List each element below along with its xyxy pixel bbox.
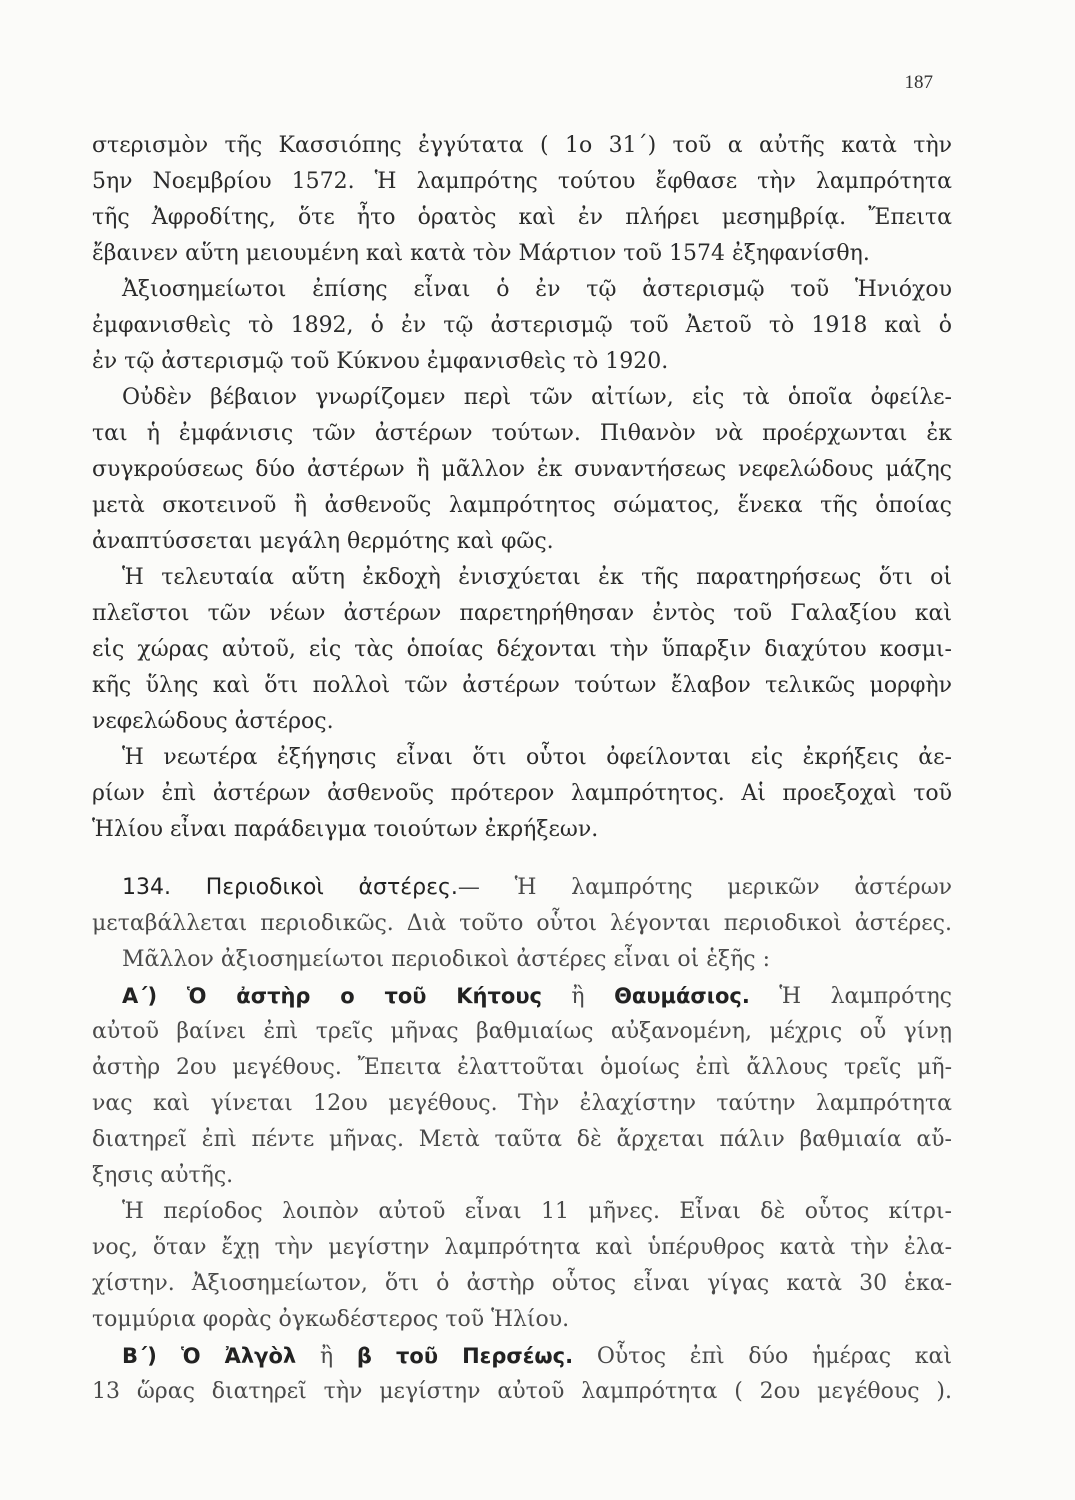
text-line: νος, ὅταν ἔχῃ τὴν μεγίστην λαμπρότητα καὶ ὑπέρυθρος κατὰ τὴν ἐλα- [92,1235,952,1260]
item-a [92,978,952,1338]
text-line: Μᾶλλον ἀξιοσημείωτοι περιοδικοὶ ἀστέρες εἶναι οἱ ἑξῆς : [122,947,771,972]
page-body [92,128,952,1410]
text-line: νας καὶ γίνεται 12ου μεγέθους. Τὴν ἐλαχίστην ταύτην λαμπρότητα [92,1091,952,1116]
text-line: ξησις αὐτῆς. [92,1163,234,1188]
item-heading-line [92,1338,952,1374]
page-number: 187 [904,72,933,93]
item-b [92,1338,952,1410]
paragraph-3 [92,380,952,560]
text-line: Ἡ νεωτέρα ἐξήγησις εἶναι ὅτι οὗτοι ὀφείλονται εἰς ἐκρήξεις ἀε- [122,745,952,770]
item-connector: ἢ [541,984,615,1009]
section-134 [92,870,952,978]
text-line: μετὰ σκοτεινοῦ ἢ ἀσθενοῦς λαμπρότητος σώματος, ἕνεκα τῆς ὁποίας [92,493,952,518]
text-line: στερισμὸν τῆς Κασσιόπης ἐγγύτατα ( 1ο 31΄) τοῦ α αὐτῆς κατὰ τὴν [92,133,952,158]
text-line: διατηρεῖ ἐπὶ πέντε μῆνας. Μετὰ ταῦτα δὲ ἄρχεται πάλιν βαθμιαία αὔ- [92,1127,952,1152]
text-line: ἀστὴρ 2ου μεγέθους. Ἔπειτα ἐλαττοῦται ὁμοίως ἐπὶ ἄλλους τρεῖς μῆ- [92,1055,952,1080]
section-title: Περιοδικοὶ ἀστέρες. [205,875,458,900]
text-line: ἔβαινεν αὕτη μειουμένη καὶ κατὰ τὸν Μάρτιον τοῦ 1574 ἐξηφανίσθη. [92,241,870,266]
item-label: Α΄) Ὁ ἀστὴρ ο τοῦ Κήτους [122,984,542,1008]
text-line: συγκρούσεως δύο ἀστέρων ἢ μᾶλλον ἐκ συναντήσεως νεφελώδους μάζης [92,457,952,482]
section-gap [92,848,952,870]
text-line: ἐμφανισθεὶς τὸ 1892, ὁ ἐν τῷ ἀστερισμῷ τοῦ Ἀετοῦ τὸ 1918 καὶ ὁ [92,313,952,338]
item-intro: Ἡ λαμπρότης [749,984,952,1009]
text-line: 13 ὥρας διατηρεῖ τὴν μεγίστην αὐτοῦ λαμπρότητα ( 2ου μεγέθους ). [92,1379,952,1404]
text-line: εἰς χώρας αὐτοῦ, εἰς τὰς ὁποίας δέχονται τὴν ὕπαρξιν διαχύτου κοσμι- [92,637,952,662]
paragraph-2 [92,272,952,380]
paragraph-5 [92,740,952,848]
text-line: ρίων ἐπὶ ἀστέρων ἀσθενοῦς πρότερον λαμπρότητος. Αἱ προεξοχαὶ τοῦ [92,781,952,806]
paragraph-1 [92,128,952,272]
item-intro: Οὗτος ἐπὶ δύο ἡμέρας καὶ [573,1344,952,1369]
section-number: 134. [122,875,171,900]
text-line: αὐτοῦ βαίνει ἐπὶ τρεῖς μῆνας βαθμιαίως αὐξανομένη, μέχρις οὗ γίνῃ [92,1019,952,1044]
text-line: ἀναπτύσσεται μεγάλη θερμότης καὶ φῶς. [92,529,554,554]
text-line: τῆς Ἀφροδίτης, ὅτε ἦτο ὁρατὸς καὶ ἐν πλήρει μεσημβρίᾳ. Ἔπειτα [92,205,952,230]
text-line: 5ην Νοεμβρίου 1572. Ἡ λαμπρότης τούτου ἔφθασε τὴν λαμπρότητα [92,169,952,194]
paragraph-4 [92,560,952,740]
text-line: τομμύρια φορὰς ὀγκωδέστερος τοῦ Ἡλίου. [92,1307,570,1332]
text-line: χίστην. Ἀξιοσημείωτον, ὅτι ὁ ἀστὴρ οὗτος εἶναι γίγας κατὰ 30 ἑκα- [92,1271,952,1296]
text-line: πλεῖστοι τῶν νέων ἀστέρων παρετηρήθησαν ἐντὸς τοῦ Γαλαξίου καὶ [92,601,952,626]
text-line: Ἀξιοσημείωτοι ἐπίσης εἶναι ὁ ἐν τῷ ἀστερισμῷ τοῦ Ἡνιόχου [122,277,952,302]
section-heading-line [92,870,952,906]
text-line: ἐν τῷ ἀστερισμῷ τοῦ Κύκνου ἐμφανισθεὶς τὸ 1920. [92,349,669,374]
section-intro: — Ἡ λαμπρότης μερικῶν ἀστέρων [457,875,952,900]
text-line: ται ἡ ἐμφάνισις τῶν ἀστέρων τούτων. Πιθανὸν νὰ προέρχωνται ἐκ [92,421,952,446]
text-line: Οὐδὲν βέβαιον γνωρίζομεν περὶ τῶν αἰτίων, εἰς τὰ ὁποῖα ὀφείλε- [122,385,952,410]
item-heading-line [92,978,952,1014]
item-connector: ἢ [296,1344,357,1369]
text-line: μεταβάλλεται περιοδικῶς. Διὰ τοῦτο οὗτοι λέγονται περιοδικοὶ ἀστέρες. [92,911,952,936]
text-line: Ἡ τελευταία αὕτη ἐκδοχὴ ἐνισχύεται ἐκ τῆς παρατηρήσεως ὅτι οἱ [122,565,952,590]
item-name: β τοῦ Περσέως. [356,1344,574,1368]
text-line: Ἡ περίοδος λοιπὸν αὐτοῦ εἶναι 11 μῆνες. Εἶναι δὲ οὗτος κίτρι- [122,1199,952,1224]
item-name: Θαυμάσιος. [614,984,750,1008]
text-line: Ἡλίου εἶναι παράδειγμα τοιούτων ἐκρήξεων. [92,817,599,842]
text-line: νεφελώδους ἀστέρος. [92,709,334,734]
item-label: Β΄) Ὁ Ἀλγὸλ [122,1344,297,1368]
text-line: κῆς ὕλης καὶ ὅτι πολλοὶ τῶν ἀστέρων τούτων ἔλαβον τελικῶς μορφὴν [92,673,952,698]
